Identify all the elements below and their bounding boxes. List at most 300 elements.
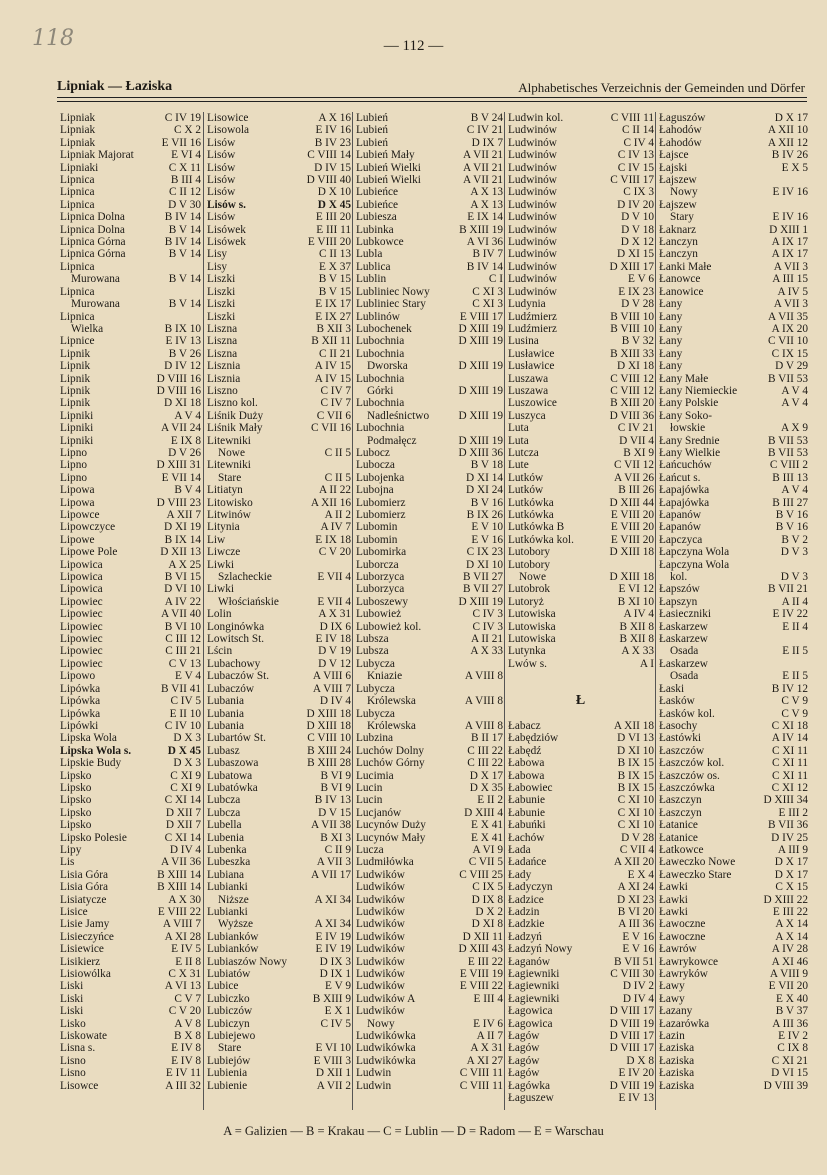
map-reference: D XII 1 bbox=[315, 1067, 351, 1080]
place-name: Luborzyca bbox=[356, 571, 405, 584]
index-entry bbox=[656, 186, 810, 198]
index-entry bbox=[656, 385, 810, 397]
map-reference: A II 4 bbox=[781, 595, 808, 608]
place-name: Lipnica Górna bbox=[60, 248, 126, 261]
index-entry bbox=[353, 1005, 505, 1017]
place-name: Lisna s. bbox=[60, 1042, 96, 1055]
place-name: Łanczyn bbox=[659, 248, 698, 261]
index-entry bbox=[353, 956, 505, 968]
index-entry bbox=[204, 124, 353, 136]
map-reference: B VII 53 bbox=[768, 434, 808, 447]
place-name: Ludwinów bbox=[508, 211, 557, 224]
index-entry bbox=[57, 683, 203, 695]
index-entry bbox=[57, 1055, 203, 1067]
place-name: Lutobrok bbox=[508, 583, 551, 596]
place-name: Luta bbox=[508, 422, 529, 435]
place-name: Lisikierz bbox=[60, 955, 101, 968]
place-name: Ludwinów bbox=[508, 223, 557, 236]
place-name: Lipniak bbox=[60, 136, 96, 149]
index-entry bbox=[656, 509, 810, 521]
index-entry bbox=[353, 1042, 505, 1054]
index-entry bbox=[204, 1018, 353, 1030]
place-name: Lipsko bbox=[60, 794, 92, 807]
index-entry bbox=[57, 844, 203, 856]
index-entry bbox=[353, 856, 505, 868]
map-reference: E V 6 bbox=[628, 273, 654, 286]
map-reference: C IX 5 bbox=[472, 881, 503, 894]
place-name: Lipnik bbox=[60, 372, 91, 385]
map-reference: E IV 13 bbox=[165, 335, 201, 348]
index-entry bbox=[656, 546, 810, 558]
index-entry bbox=[505, 819, 656, 831]
place-name: Lipowiec bbox=[60, 633, 103, 646]
place-name: Łany bbox=[659, 322, 683, 335]
place-name: Lubochnia bbox=[356, 397, 405, 410]
place-name: Łaskarzew bbox=[659, 633, 708, 646]
place-name: Lutkówka bbox=[508, 496, 554, 509]
map-reference: B V 16 bbox=[775, 521, 808, 534]
map-reference: A VII 17 bbox=[311, 868, 351, 881]
index-entry bbox=[505, 844, 656, 856]
map-reference: B IV 26 bbox=[771, 149, 808, 162]
index-entry bbox=[656, 559, 810, 571]
index-entry bbox=[204, 633, 353, 645]
index-entry bbox=[204, 708, 353, 720]
index-entry bbox=[353, 906, 505, 918]
index-entry bbox=[505, 583, 656, 595]
place-name: Łaszczów os. bbox=[659, 769, 720, 782]
index-entry bbox=[57, 943, 203, 955]
index-entry bbox=[353, 819, 505, 831]
index-entry bbox=[57, 720, 203, 732]
map-reference: D V 10 bbox=[621, 211, 654, 224]
place-name: Lipnica Dolna bbox=[60, 211, 125, 224]
place-name: Łajski bbox=[659, 161, 688, 174]
map-reference: E II 5 bbox=[782, 670, 808, 683]
index-entry bbox=[57, 732, 203, 744]
index-entry bbox=[656, 807, 810, 819]
index-entry bbox=[656, 236, 810, 248]
map-reference: C IV 13 bbox=[617, 149, 654, 162]
map-reference: D VIII 16 bbox=[156, 384, 201, 397]
index-entry bbox=[353, 633, 505, 645]
index-entry bbox=[353, 720, 505, 732]
place-name: Ludwików bbox=[356, 906, 405, 918]
map-reference: A II 21 bbox=[470, 633, 503, 646]
index-entry bbox=[353, 521, 505, 533]
index-entry bbox=[204, 658, 353, 670]
place-name: Osada bbox=[670, 670, 699, 683]
index-entry bbox=[204, 509, 353, 521]
place-name: Lisko bbox=[60, 1017, 86, 1030]
place-name: Lubatowa bbox=[207, 769, 253, 782]
map-reference: B IV 12 bbox=[771, 682, 808, 695]
place-name: Lubochnia bbox=[356, 422, 405, 435]
place-name: Lipowica bbox=[60, 571, 103, 584]
map-reference: B VII 51 bbox=[614, 955, 654, 968]
map-reference: C VIII 14 bbox=[307, 149, 351, 162]
map-reference: A X 9 bbox=[781, 422, 808, 435]
map-reference: D XIII 44 bbox=[609, 496, 654, 509]
place-name: Łańcuchów bbox=[659, 459, 712, 472]
place-name: Lubachowy bbox=[207, 657, 261, 670]
map-reference: B II 17 bbox=[470, 732, 503, 745]
map-reference: C VII 5 bbox=[468, 856, 503, 869]
place-name: Lisice bbox=[60, 906, 88, 918]
place-name: Łabacz bbox=[508, 719, 541, 732]
index-entry bbox=[505, 149, 656, 161]
place-name: Murowana bbox=[71, 273, 120, 286]
index-entry bbox=[656, 248, 810, 260]
index-entry bbox=[656, 1030, 810, 1042]
index-entry bbox=[353, 410, 505, 422]
index-entry bbox=[505, 224, 656, 236]
map-reference: C X 31 bbox=[168, 968, 201, 981]
place-name: Lolin bbox=[207, 608, 232, 621]
map-reference: D V 3 bbox=[780, 571, 808, 584]
index-entry bbox=[505, 708, 656, 720]
map-reference: B XIII 9 bbox=[312, 992, 351, 1005]
map-reference: D VIII 39 bbox=[763, 1079, 808, 1092]
place-name: Lipnica Dolna bbox=[60, 223, 125, 236]
map-reference: A IV 28 bbox=[771, 943, 808, 956]
index-entry bbox=[656, 211, 810, 223]
place-name: Lubaszowa bbox=[207, 757, 259, 770]
place-name: Łany Małe bbox=[659, 372, 709, 385]
map-reference: D XIII 18 bbox=[306, 719, 351, 732]
index-entry bbox=[353, 745, 505, 757]
map-reference: A V 4 bbox=[174, 409, 201, 422]
map-reference: E II 2 bbox=[477, 794, 503, 807]
place-name: Lubiczów bbox=[207, 1005, 253, 1018]
place-name: Łaganów bbox=[508, 955, 551, 968]
place-name: Ludwinów bbox=[508, 248, 557, 261]
place-name: Liwki bbox=[207, 558, 234, 571]
map-reference: B V 14 bbox=[168, 248, 201, 261]
place-name: Łasków kol. bbox=[659, 707, 715, 720]
map-reference: B V 14 bbox=[168, 298, 201, 311]
place-name: Lutynka bbox=[508, 645, 546, 658]
place-name: Nadleśnictwo bbox=[367, 409, 430, 422]
map-reference: A VII 38 bbox=[311, 819, 351, 832]
map-reference: D V 3 bbox=[780, 546, 808, 559]
place-name: Łapajówka bbox=[659, 484, 710, 497]
place-name: Ludwin bbox=[356, 1079, 392, 1092]
map-reference: B V 16 bbox=[470, 496, 503, 509]
place-name: Lisno bbox=[60, 1067, 86, 1080]
place-name: Łady bbox=[508, 868, 532, 881]
index-entry bbox=[57, 435, 203, 447]
place-name: Liski bbox=[60, 980, 84, 993]
map-reference: D XIII 34 bbox=[763, 794, 808, 807]
index-entry bbox=[505, 311, 656, 323]
index-entry bbox=[353, 112, 505, 124]
place-name: Litowisko bbox=[207, 496, 253, 509]
place-name: Ławeczko Nowe bbox=[659, 856, 736, 869]
index-entry bbox=[204, 211, 353, 223]
place-name: Ludwinów bbox=[508, 260, 557, 273]
place-name: Nowe bbox=[519, 571, 546, 584]
map-reference: D XIII 18 bbox=[306, 707, 351, 720]
index-entry bbox=[204, 881, 353, 893]
place-name: Ludwików bbox=[356, 881, 405, 894]
index-entry bbox=[204, 410, 353, 422]
map-reference: C VIII 17 bbox=[610, 174, 654, 187]
place-name: Lutobory bbox=[508, 558, 551, 571]
map-reference: D XI 18 bbox=[163, 397, 201, 410]
place-name: Lubliniec Stary bbox=[356, 298, 426, 311]
map-reference: E VIII 22 bbox=[157, 906, 201, 918]
map-reference: B IX 15 bbox=[617, 781, 654, 794]
map-reference: C VII 6 bbox=[316, 409, 351, 422]
index-entry bbox=[656, 856, 810, 868]
map-reference: B VI 9 bbox=[320, 781, 351, 794]
place-name: Lisy bbox=[207, 248, 228, 261]
index-entry bbox=[505, 918, 656, 930]
place-name: Liszki bbox=[207, 273, 236, 286]
index-entry bbox=[505, 732, 656, 744]
map-reference: D VIII 17 bbox=[609, 1030, 654, 1043]
index-entry bbox=[204, 757, 353, 769]
map-reference: E VIII 17 bbox=[459, 310, 503, 323]
index-entry bbox=[505, 323, 656, 335]
place-name: Łapczyna Wola bbox=[659, 558, 730, 571]
place-name: Lipskie Budy bbox=[60, 757, 122, 770]
map-reference: E IV 19 bbox=[315, 930, 351, 943]
place-name: Lubeszka bbox=[207, 856, 251, 869]
place-name: Ławrykowce bbox=[659, 955, 718, 968]
index-entry bbox=[353, 1030, 505, 1042]
place-name: Ławki bbox=[659, 893, 688, 906]
map-reference: C X 15 bbox=[775, 881, 808, 894]
map-reference: D IV 2 bbox=[622, 980, 654, 993]
map-reference: B VII 21 bbox=[768, 583, 808, 596]
map-reference: D XI 8 bbox=[471, 918, 503, 931]
place-name: Liski bbox=[60, 1005, 84, 1018]
map-reference: D V 12 bbox=[318, 657, 351, 670]
place-name: Lubianki bbox=[207, 906, 248, 918]
map-reference: D IX 8 bbox=[471, 893, 503, 906]
place-name: Lipsko bbox=[60, 781, 92, 794]
place-name: Lubiatów bbox=[207, 968, 251, 981]
index-entry bbox=[204, 931, 353, 943]
map-reference: E IX 27 bbox=[315, 310, 351, 323]
index-entry bbox=[353, 621, 505, 633]
map-reference: E VI 12 bbox=[618, 583, 654, 596]
index-entry bbox=[353, 162, 505, 174]
index-entry bbox=[353, 608, 505, 620]
index-entry bbox=[505, 162, 656, 174]
map-reference: D V 29 bbox=[775, 360, 808, 373]
index-entry bbox=[353, 311, 505, 323]
map-reference: D VII 4 bbox=[619, 434, 654, 447]
index-entry bbox=[57, 298, 203, 310]
index-entry bbox=[57, 596, 203, 608]
place-name: Lipniki bbox=[60, 422, 94, 435]
place-name: Łany bbox=[659, 347, 683, 360]
place-name: Łany bbox=[659, 298, 683, 311]
place-name: Lubojna bbox=[356, 484, 394, 497]
map-reference: C V 20 bbox=[168, 1005, 201, 1018]
map-reference: E II 10 bbox=[169, 707, 201, 720]
index-entry bbox=[57, 162, 203, 174]
index-entry bbox=[505, 497, 656, 509]
place-name: Łaski bbox=[659, 682, 685, 695]
index-entry bbox=[353, 286, 505, 298]
place-name: Ludynia bbox=[508, 298, 546, 311]
place-name: Łagów bbox=[508, 1030, 540, 1043]
map-reference: D V 19 bbox=[318, 645, 351, 658]
place-name: Szlacheckie bbox=[218, 571, 272, 584]
map-reference: D XIII 1 bbox=[769, 223, 808, 236]
place-name: Lipnice bbox=[60, 335, 95, 348]
map-reference: E IV 5 bbox=[171, 943, 201, 956]
index-entry bbox=[204, 645, 353, 657]
index-entry bbox=[204, 1030, 353, 1042]
map-reference: B XIII 33 bbox=[610, 347, 654, 360]
map-reference: B XII 3 bbox=[316, 322, 351, 335]
index-entry bbox=[505, 447, 656, 459]
index-entry bbox=[57, 373, 203, 385]
map-reference: B V 18 bbox=[470, 459, 503, 472]
index-entry bbox=[57, 583, 203, 595]
map-reference: C V 13 bbox=[168, 657, 201, 670]
place-name: Lipnica bbox=[60, 198, 95, 211]
index-column-3 bbox=[352, 112, 505, 1110]
place-name: Lublica bbox=[356, 260, 391, 273]
index-entry bbox=[204, 323, 353, 335]
place-name: Lutowiska bbox=[508, 608, 556, 621]
place-name: Lubasz bbox=[207, 744, 240, 757]
map-reference: D X 17 bbox=[774, 856, 808, 869]
map-reference: C VII 4 bbox=[619, 843, 654, 856]
map-reference: E X 4 bbox=[627, 868, 654, 881]
index-entry bbox=[505, 794, 656, 806]
map-reference: D IX 1 bbox=[319, 968, 351, 981]
index-entry bbox=[656, 373, 810, 385]
place-name: Lubcza bbox=[207, 794, 241, 807]
map-reference: A VII 3 bbox=[773, 260, 808, 273]
index-entry bbox=[505, 807, 656, 819]
place-name: Lipy bbox=[60, 843, 82, 856]
place-name: Łany Niemieckie bbox=[659, 384, 738, 397]
place-name: Ludwinów bbox=[508, 236, 557, 249]
map-reference: B XI 9 bbox=[623, 446, 654, 459]
map-reference: C VIII 2 bbox=[769, 459, 808, 472]
place-name: Lubliniec Nowy bbox=[356, 285, 430, 298]
map-reference: B IV 7 bbox=[472, 248, 503, 261]
index-entry bbox=[656, 273, 810, 285]
place-name: Liski bbox=[60, 992, 84, 1005]
place-name: Stare bbox=[218, 471, 242, 484]
index-entry bbox=[505, 248, 656, 260]
place-name: Lubania bbox=[207, 707, 245, 720]
map-reference: E X 40 bbox=[775, 992, 808, 1005]
pencil-annotation: 118 bbox=[32, 26, 74, 51]
map-reference: A VIII 6 bbox=[312, 670, 351, 683]
place-name: Lipnica Górna bbox=[60, 236, 126, 249]
place-name: Lipowa bbox=[60, 496, 95, 509]
place-name: Lisia Góra bbox=[60, 881, 108, 894]
index-entry bbox=[204, 695, 353, 707]
map-reference: A X 13 bbox=[470, 186, 503, 199]
map-reference: E IV 8 bbox=[171, 1054, 201, 1067]
map-reference: A VI 9 bbox=[472, 843, 503, 856]
map-reference: D X 35 bbox=[469, 781, 503, 794]
place-name: Lipnica bbox=[60, 186, 95, 199]
place-name: Lisówek bbox=[207, 223, 246, 236]
index-entry bbox=[353, 459, 505, 471]
place-name: Łaguszów bbox=[659, 112, 706, 124]
index-entry bbox=[656, 298, 810, 310]
index-entry bbox=[57, 459, 203, 471]
map-reference: D X 45 bbox=[317, 198, 351, 211]
index-entry bbox=[57, 211, 203, 223]
place-name: Lisów s. bbox=[207, 198, 246, 211]
map-reference: D XII 7 bbox=[165, 806, 201, 819]
place-name: Łany bbox=[659, 360, 683, 373]
index-entry bbox=[204, 162, 353, 174]
index-entry bbox=[204, 447, 353, 459]
place-name: Lisznia bbox=[207, 372, 241, 385]
place-name: Lipówka bbox=[60, 682, 101, 695]
map-reference: B III 4 bbox=[170, 174, 201, 187]
place-name: Lusławice bbox=[508, 347, 555, 360]
map-reference: C IV 4 bbox=[623, 136, 654, 149]
place-name: Łagów bbox=[508, 1067, 540, 1080]
place-name: Lubianków bbox=[207, 943, 259, 956]
place-name: Łazin bbox=[659, 1030, 685, 1043]
index-entry bbox=[57, 770, 203, 782]
place-name: Łaszczów kol. bbox=[659, 757, 725, 770]
place-name: Lubiczyn bbox=[207, 1017, 250, 1030]
place-name: Lisznia bbox=[207, 360, 241, 373]
map-reference: B IX 15 bbox=[617, 757, 654, 770]
place-name: Lubień Mały bbox=[356, 149, 415, 162]
index-entry bbox=[505, 112, 656, 124]
place-name: Łany bbox=[659, 335, 683, 348]
place-name: Lutowiska bbox=[508, 633, 556, 646]
map-reference: C II 9 bbox=[324, 843, 351, 856]
map-reference: C VII 12 bbox=[614, 459, 654, 472]
place-name: Lubella bbox=[207, 819, 242, 832]
map-reference: C IV 10 bbox=[164, 719, 201, 732]
map-reference: E IV 8 bbox=[171, 1042, 201, 1055]
place-name: Lucynów Duży bbox=[356, 819, 426, 832]
place-name: Lipowiec bbox=[60, 608, 103, 621]
map-reference: B V 24 bbox=[470, 112, 503, 124]
index-entry bbox=[57, 745, 203, 757]
place-name: Ładzkie bbox=[508, 918, 545, 931]
index-entry bbox=[656, 918, 810, 930]
map-reference: B VII 27 bbox=[463, 583, 503, 596]
map-reference: C IV 3 bbox=[472, 608, 503, 621]
index-entry bbox=[656, 794, 810, 806]
place-name: Liskowate bbox=[60, 1030, 108, 1043]
map-reference: C II 21 bbox=[318, 347, 351, 360]
index-entry bbox=[57, 497, 203, 509]
index-entry bbox=[656, 224, 810, 236]
map-reference: A IV 22 bbox=[164, 595, 201, 608]
place-name: Ludwin kol. bbox=[508, 112, 564, 124]
index-entry bbox=[505, 298, 656, 310]
map-reference: C VIII 11 bbox=[459, 1067, 503, 1080]
map-reference: D XIII 18 bbox=[609, 571, 654, 584]
index-entry bbox=[505, 770, 656, 782]
index-entry bbox=[656, 943, 810, 955]
place-name: Ławoczne bbox=[659, 930, 706, 943]
place-name: Lutcza bbox=[508, 446, 539, 459]
